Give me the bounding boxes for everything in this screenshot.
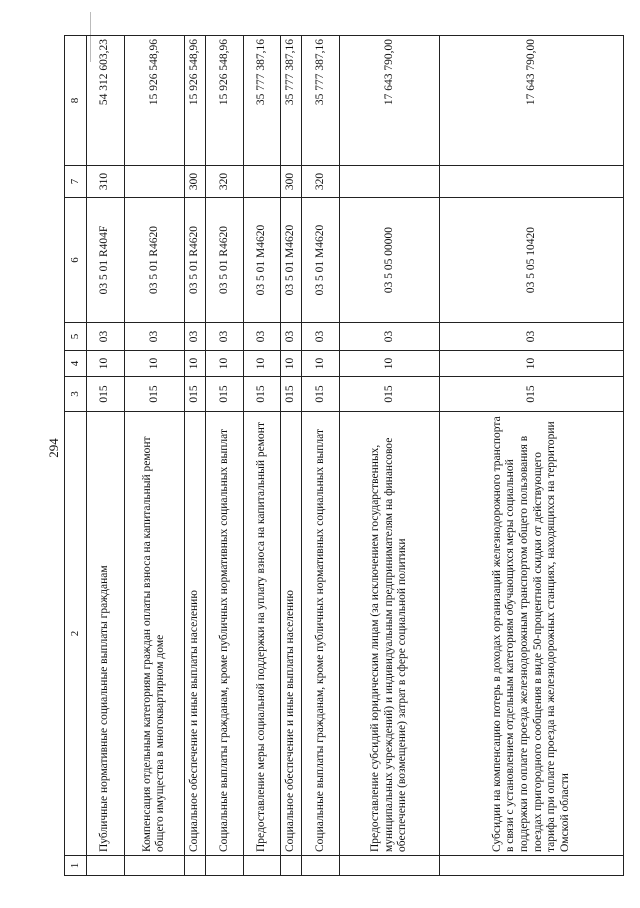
subsection-code: 03 xyxy=(243,323,281,351)
row-index-cell xyxy=(206,856,244,876)
row-index-cell xyxy=(302,856,340,876)
subsection-code: 03 xyxy=(281,323,302,351)
section-code: 10 xyxy=(339,351,439,377)
row-name: Компенсация отдельным категориям граждан оплаты взноса на капитальный ремонт общего имущества в многоквартирном доме xyxy=(124,412,185,856)
amount: 17 643 790,00 xyxy=(440,36,624,166)
expense-type-code: 320 xyxy=(302,166,340,198)
table-row xyxy=(440,36,624,876)
section-code: 10 xyxy=(302,351,340,377)
expense-type-code: 310 xyxy=(86,166,124,198)
row-index-cell xyxy=(124,856,185,876)
amount: 15 926 548,96 xyxy=(206,36,244,166)
amount: 54 312 603,23 xyxy=(86,36,124,166)
col-header-6: 6 xyxy=(65,198,87,323)
table-row xyxy=(302,36,340,876)
col-header-8: 8 xyxy=(65,36,87,166)
row-index-cell xyxy=(339,856,439,876)
page-number: 294 xyxy=(45,438,61,458)
subsection-code: 03 xyxy=(302,323,340,351)
expense-type-code xyxy=(124,166,185,198)
ministry-code: 015 xyxy=(302,377,340,412)
expense-type-code xyxy=(339,166,439,198)
section-code: 10 xyxy=(185,351,206,377)
col-header-2: 2 xyxy=(65,412,87,856)
amount: 15 926 548,96 xyxy=(124,36,185,166)
row-name: Социальные выплаты гражданам, кроме публичных нормативных социальных выплат xyxy=(302,412,340,856)
amount: 35 777 387,16 xyxy=(281,36,302,166)
target-article-code: 03 5 01 R404F xyxy=(86,198,124,323)
expense-type-code: 320 xyxy=(206,166,244,198)
ministry-code: 015 xyxy=(124,377,185,412)
row-name: Социальные выплаты гражданам, кроме публичных нормативных социальных выплат xyxy=(206,412,244,856)
col-header-1: 1 xyxy=(65,856,87,876)
target-article-code: 03 5 01 R4620 xyxy=(124,198,185,323)
table-body xyxy=(65,36,624,876)
ministry-code: 015 xyxy=(281,377,302,412)
subsection-code: 03 xyxy=(440,323,624,351)
ministry-code: 015 xyxy=(339,377,439,412)
subsection-code: 03 xyxy=(185,323,206,351)
target-article-code: 03 5 05 00000 xyxy=(339,198,439,323)
row-name: Социальное обеспечение и иные выплаты населению xyxy=(281,412,302,856)
row-index-cell xyxy=(440,856,624,876)
target-article-code: 03 5 01 R4620 xyxy=(206,198,244,323)
ministry-code: 015 xyxy=(185,377,206,412)
expense-type-code xyxy=(243,166,281,198)
row-name: Социальное обеспечение и иные выплаты населению xyxy=(185,412,206,856)
row-name: Публичные нормативные социальные выплаты гражданам xyxy=(86,412,124,856)
table-row xyxy=(243,36,281,876)
section-code: 10 xyxy=(206,351,244,377)
expense-type-code: 300 xyxy=(281,166,302,198)
section-code: 10 xyxy=(86,351,124,377)
col-header-3: 3 xyxy=(65,377,87,412)
subsection-code: 03 xyxy=(86,323,124,351)
section-code: 10 xyxy=(243,351,281,377)
subsection-code: 03 xyxy=(339,323,439,351)
row-name: Предоставление субсидий юридическим лицам (за исключением государственных, муниципальных учреждений) и индивидуальным предпринимателям на финансовое обеспечение (возмещение) затрат в сфере социальной политики xyxy=(339,412,439,856)
ministry-code: 015 xyxy=(206,377,244,412)
ministry-code: 015 xyxy=(86,377,124,412)
amount: 35 777 387,16 xyxy=(243,36,281,166)
section-code: 10 xyxy=(124,351,185,377)
row-index-cell xyxy=(243,856,281,876)
table-row xyxy=(206,36,244,876)
amount: 17 643 790,00 xyxy=(339,36,439,166)
section-code: 10 xyxy=(281,351,302,377)
col-header-4: 4 xyxy=(65,351,87,377)
table-row xyxy=(124,36,185,876)
row-name: Субсидии на компенсацию потерь в доходах организаций железнодорожного транспорта в связи с установлением отдельным категориям обучающихся меры социальной поддержки по оплате проезда железнодорожным транспортом общего пользования в поездах пригородного сообщения в виде 50-процентной скидки от действующего тарифа при оплате проезда на железнодорожных станциях, находящихся на территории Омской области xyxy=(440,412,624,856)
col-header-7: 7 xyxy=(65,166,87,198)
subsection-code: 03 xyxy=(206,323,244,351)
row-index-cell xyxy=(86,856,124,876)
ministry-code: 015 xyxy=(440,377,624,412)
amount: 35 777 387,16 xyxy=(302,36,340,166)
budget-table xyxy=(64,35,624,876)
table-row xyxy=(281,36,302,876)
amount: 15 926 548,96 xyxy=(185,36,206,166)
row-index-cell xyxy=(281,856,302,876)
row-index-cell xyxy=(185,856,206,876)
table-row xyxy=(86,36,124,876)
expense-type-code: 300 xyxy=(185,166,206,198)
col-header-5: 5 xyxy=(65,323,87,351)
target-article-code: 03 5 01 R4620 xyxy=(185,198,206,323)
header-row xyxy=(65,36,87,876)
section-code: 10 xyxy=(440,351,624,377)
table-row xyxy=(185,36,206,876)
target-article-code: 03 5 01 M4620 xyxy=(302,198,340,323)
rotated-table-container xyxy=(64,36,624,876)
expense-type-code xyxy=(440,166,624,198)
ministry-code: 015 xyxy=(243,377,281,412)
row-name: Предоставление меры социальной поддержки на уплату взноса на капитальный ремонт xyxy=(243,412,281,856)
subsection-code: 03 xyxy=(124,323,185,351)
target-article-code: 03 5 01 M4620 xyxy=(281,198,302,323)
table-row xyxy=(339,36,439,876)
target-article-code: 03 5 05 10420 xyxy=(440,198,624,323)
target-article-code: 03 5 01 M4620 xyxy=(243,198,281,323)
